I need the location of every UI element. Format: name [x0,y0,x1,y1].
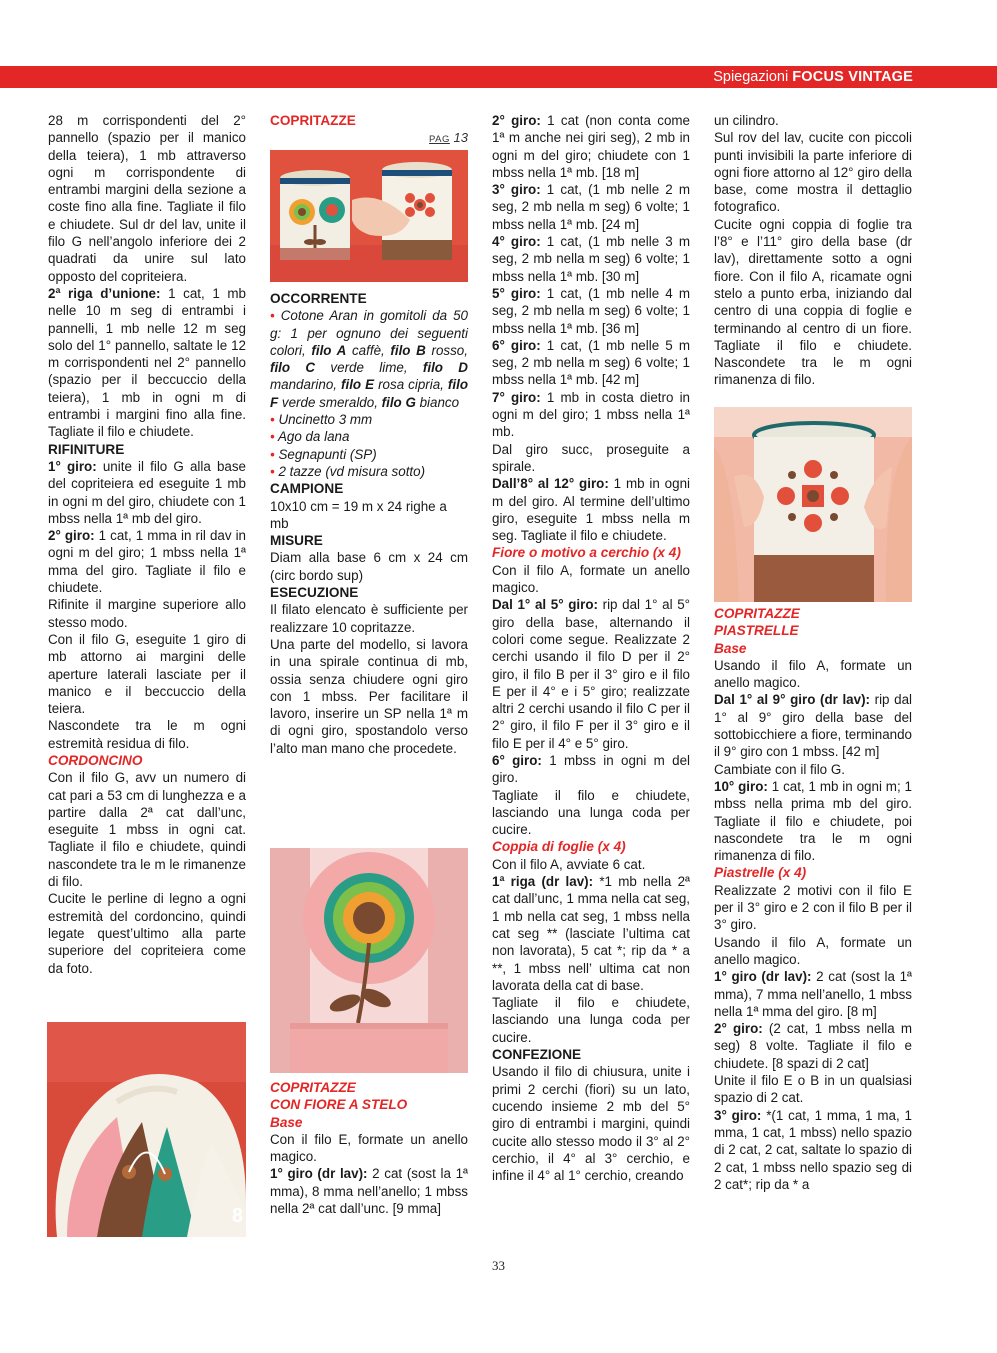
heading-copritazze-stelo-2: CON FIORE A STELO [270,1097,408,1113]
label: Dall’8° al 12° giro: [492,476,609,492]
header-banner [0,66,997,88]
text: 1 mb in costa dietro in ogni m del giro; 1 mbss nella 1ª mb. [492,389,690,440]
text: 2 cat (sost la 1ª mma), 8 mma nell’anello; 1 mbss nella 2ª cat dall’unc. [9 mma] [270,1166,469,1217]
giro-4 [492,233,690,285]
page-ref-number: 13 [453,130,468,146]
bullet: • [270,308,275,324]
stelo-p2 [270,1165,468,1217]
column-2-body [270,290,468,757]
base-p2 [714,691,912,760]
giro-spirale: Dal giro succ, proseguite a spirale. [492,441,690,474]
rifiniture-p3: Rifinite il margine superiore allo stesso modo. [48,597,246,630]
column-2-stelo [270,1079,468,1217]
yarn-a: filo A [311,342,347,358]
text: mandarino, [270,377,342,393]
text: rosso, [425,342,468,358]
cordoncino-p2: Cucite le perline di legno a ogni estremità del cordoncino, quindi legate quest’ultimo alla parte superiore del copriteiera come da foto. [48,891,246,976]
col4-p2: Sul rov del lav, cucite con piccoli punti invisibili la parte inferiore di ogni fiore attorno al 12° giro della base, come mostra il dettaglio fotografico. [714,130,912,215]
heading-foglie: Coppia di foglie (x 4) [492,839,626,855]
label: 5° giro: [492,285,541,301]
text: 1 mb in ogni m del giro. Al termine dell’ultimo giro, eseguite 1 mbss nella m seg. Tagliate il filo e chiudete. [492,476,690,544]
label: 10° giro: [714,778,768,794]
yarn-d: filo D [422,360,468,376]
heading-piastrelle: Piastrelle (x 4) [714,865,807,881]
col1-paragraph-2 [48,285,246,441]
rifiniture-p5: Nascondete tra le m ogni estremità residua di filo. [48,718,246,751]
flower-cosy-photo [270,848,468,1073]
base-p4 [714,778,912,864]
page-number: 33 [492,1258,505,1273]
label: 3° giro: [714,1107,762,1123]
occorrente-item-1 [270,307,468,411]
piastrelle-p2: Usando il filo A, formate un anello magico. [714,934,912,967]
fiore-p4: Tagliate il filo e chiudete, lasciando una lunga coda per cucire. [492,787,690,838]
text: (2 cat, 1 mbss nella m seg) 8 volte. Tagliate il filo e chiudete. [8 spazi di 2 cat] [714,1021,912,1071]
mugs-photo [270,150,468,282]
occorrente-item-3 [270,428,468,445]
fiore-p2 [492,596,690,752]
heading-copritazze: COPRITAZZE [270,113,356,128]
stelo-p1: Con il filo E, formate un anello magico. [270,1131,468,1165]
column-3 [492,112,690,1184]
label: 6° giro: [492,337,541,353]
heading-occorrente: OCCORRENTE [270,291,367,306]
heading-confezione: CONFEZIONE [492,1047,582,1063]
text: Cotone Aran in gomitoli da 50 g: 1 per ognuno dei seguenti colori, [270,308,468,358]
occorrente-item-5 [270,463,468,480]
fiore-p1: Con il filo A, formate un anello magico. [492,562,690,596]
heading-copritazze-piastrelle-1: COPRITAZZE [714,606,800,621]
base-p3: Cambiate con il filo G. [714,761,845,777]
text: *1 mb nella 2ª cat dall’unc, 1 mma nella cat seg, 1 mb nella cat seg, 1 mbss nella cat seg ** (lasciate l’ultima cat non lavorata), 5 cat *; rip da * a **, 1 mbss nell’ ultima cat non lavorata della cat di base. [492,874,690,993]
heading-fiore: Fiore o motivo a cerchio (x 4) [492,545,681,561]
giro-3 [492,181,690,233]
foglie-p2 [492,873,690,994]
heading-campione: CAMPIONE [270,481,344,497]
giro-2 [492,112,690,181]
giro-5 [492,285,690,337]
text: verde lime, [315,360,423,376]
label: Dal 1° al 9° giro (dr lav): [714,692,870,708]
misure-text: Diam alla base 6 cm x 24 cm (circ bordo sup) [270,550,468,583]
rifiniture-giro-1 [48,458,246,527]
text: 1 cat, 1 mma in ril dav in ogni m del giro; 1 mbss nella 1ª mma del giro. Tagliate il filo e chiudete. [48,528,246,596]
giro-8-12 [492,475,690,544]
label: Dal 1° al 5° giro: [492,597,598,613]
tea-cosy-photo [47,1022,246,1237]
label: 2° giro: [492,113,541,128]
label: 1° giro (dr lav): [714,969,812,985]
occorrente-item-2 [270,411,468,428]
label: 7° giro: [492,389,541,405]
esecuzione-p2: Una parte del modello, si lavora in una spirale continua di mb, ossia senza chiudere ogni giro con 1 mbss. Per facilitare il lavoro, inserire un SP nella 1ª m di ogni giro, spostandolo verso l’alto man mano che procedete. [270,636,468,756]
label: 6° giro: [492,752,542,768]
page-reference [270,129,468,148]
bullet: • [270,446,275,462]
piastrelle-p1: Realizzate 2 motivi con il filo E per il 3° giro e 2 con il filo B per il 3° giro. [714,882,912,933]
col4-p1: un cilindro. [714,113,779,128]
text: caffè, [346,342,391,358]
label: 1° giro (dr lav): [270,1166,368,1182]
text: rip dal 1° al 5° giro della base, alternando il colori come segue. Realizzate 2 cerchi usando il filo D per il 2° giro, il filo B per il 3° giro e il filo E per il 4° e i 5° giro; realizzate altri 2 cerchi usando il filo C per il 2° giro, il filo F per il 3° giro e il filo E per il 4° e 5° giro. [492,597,690,751]
base-p1: Usando il filo A, formate un anello magico. [714,657,912,691]
column-4-piastrelle [714,605,912,1193]
header-magazine-title: FOCUS VINTAGE [792,69,913,85]
confezione-p1: Usando il filo di chiusura, unite i primi 2 cerchi (fiori) su un lato, cucendo insieme 2 mb del 5° giro di entrambi i margini, quindi cucite allo stesso modo il 3° al 2° cerchio, il 4° al 3° cerchio, e infine il 4° al 1° cerchio, creando [492,1064,690,1184]
text: 1 cat, (1 mb nelle 5 m seg, 2 mb nella m seg) 6 volte; 1 mbss nella 1ª mb. [42 m] [492,337,690,388]
label: 1ª riga (dr lav): [492,874,594,890]
rifiniture-p4: Con il filo G, eseguite 1 giro di mb attorno ai margini delle aperture laterali lasciate per il manico e il beccuccio della teiera. [48,631,246,717]
heading-copritazze-stelo-1: COPRITAZZE [270,1080,356,1095]
yarn-c: filo C [270,360,316,376]
text: unite il filo G alla base del copriteiera ed eseguite 1 mb in ogni m del giro, chiudete con 1 mbss nella 1ª mb del giro. [48,458,246,526]
piastrelle-p4 [714,1020,912,1072]
label: 2° giro: [48,528,95,544]
text: *(1 cat, 1 mma, 1 ma, 1 mma, 1 cat, 1 mbss) nello spazio di 2 cat, 2 cat, saltate lo spazio di 2 cat, 1 mbss nello spazio seg di 2 cat*; rip da * a [714,1107,912,1192]
campione-text: 10x10 cm = 19 m x 24 righe a mb [270,498,447,531]
text: rip dal 1° al 9° giro della base del sottobicchiere a fiore, terminando il 9° giro con 1 mbss. [42 m] [714,692,912,760]
text: 2 tazze (vd misura sotto) [278,463,426,479]
text: 2 cat (sost la 1ª mma), 7 mma nell’anello, 1 mbss nella 1ª mma del giro. [8 m] [714,969,913,1019]
header-section: Spiegazioni [713,69,789,85]
heading-misure: MISURE [270,533,323,549]
text: bianco [415,394,460,410]
heading-rifiniture: RIFINITURE [48,441,125,457]
yarn-b: filo B [390,342,426,358]
text: 1 mbss in ogni m del giro. [492,752,690,786]
col4-p3: Cucite ogni coppia di foglie tra l’8° e l’11° giro della base (dr lav), direttamente sotto a ogni fiore. Con il filo A, ricamate ogni stelo a punto erba, iniziando dal centro di una coppia di foglie e terminando al centro di un fiore. Tagliate il filo e chiudete. Nascondete tra le m ogni rimanenza di filo. [714,216,912,388]
text: rosa cipria, [374,377,448,393]
text: Ago da lana [277,429,350,445]
piastrelle-p3 [714,968,912,1020]
giro-7 [492,389,690,441]
label: 1° giro: [48,458,97,474]
tile-mug-photo [714,407,912,602]
col1-paragraph-1: 28 m corrispondenti del 2° pannello (spazio per il manico della teiera), 1 mb attraverso ogni m corrispondente di entrambi margini della sezione a coste fino alla fine. Tagliate il filo e chiudete. Sul dr del lav, unite il filo G nell’angolo inferiore dei 2 quadrati da unire sul lato opposto del copriteiera. [48,113,246,284]
piastrelle-p6 [714,1107,912,1193]
yarn-e: filo E [341,377,375,393]
text: 1 cat, (1 mb nelle 4 m seg, 2 mb nella m seg) 6 volte; 1 mbss nella 1ª mb. [36 m] [492,285,690,336]
bullet: • [270,463,275,479]
giro-6 [492,337,690,389]
text: 1 cat, (1 mb nelle 3 m seg, 2 mb nella m seg) 6 volte; 1 mbss nella 1ª mb. [30 m] [492,234,690,284]
column-2 [270,112,468,149]
text: Uncinetto 3 mm [278,412,373,428]
text: 1 cat, 1 mb nelle 10 m seg di entrambi i pannelli, 1 mb nelle 12 m seg solo del 1° pannello, saltate le 12 m corrispondenti nel 2° pannello (spazio per il beccuccio della teiera), 1 mb in ogni m di entrambi i margini fino alla fine. Tagliate il filo e chiudete. [48,285,246,440]
page-ref-label: PAG [429,134,450,146]
text: 1 cat, 1 mb in ogni m; 1 mbss nella prima mb del giro. Tagliate il filo e chiudete, poi nascondete tra le m ogni rimanenza di filo. [714,778,912,864]
rifiniture-giro-2 [48,527,246,596]
foglie-p1: Con il filo A, avviate 6 cat. [492,856,646,872]
occorrente-item-4 [270,446,468,463]
esecuzione-p1: Il filato elencato è sufficiente per realizzare 10 copritazze. [270,602,468,635]
yarn-f: filo F [270,377,469,410]
foglie-p3: Tagliate il filo e chiudete, lasciando una lunga coda per cucire. [492,995,690,1045]
label: 2ª riga d’unione: [48,285,161,301]
text: 1 cat (non conta come 1ª m anche nei giri seg), 2 mb in ogni m del giro; chiudete con 1 mbss nella 1ª mb. [18 m] [492,113,690,180]
piastrelle-p5: Unite il filo E o B in un qualsiasi spazio di 2 cat. [714,1073,912,1106]
cordoncino-p1: Con il filo G, avv un numero di cat pari a 53 cm di lunghezza e a partire dalla 2ª cat dall’unc, eseguite 1 mbss in ogni cat. Tagliate il filo e chiudete, quindi nascondete tra le m le rimanenze di filo. [48,770,246,890]
bullet: • [270,429,275,445]
svg-text:8: 8 [232,1205,244,1227]
heading-base-piastrelle: Base [714,640,747,656]
yarn-g: filo G [381,394,416,410]
fiore-p3 [492,752,690,787]
label: 4° giro: [492,234,541,250]
bullet: • [270,412,275,428]
label: 2° giro: [714,1021,763,1037]
text: Segnapunti (SP) [278,446,377,462]
heading-cordoncino: CORDONCINO [48,752,143,768]
header-title [713,68,913,86]
column-4 [714,112,912,389]
heading-copritazze-piastrelle-2: PIASTRELLE [714,623,799,639]
column-1 [48,112,246,977]
label: 3° giro: [492,182,541,198]
text: 1 cat, (1 mb nelle 2 m seg, 2 mb nella m seg) 6 volte; 1 mbss nella 1ª mb. [24 m] [492,182,690,232]
heading-esecuzione: ESECUZIONE [270,585,359,601]
text: verde smeraldo, [278,394,382,410]
heading-base: Base [270,1114,303,1130]
